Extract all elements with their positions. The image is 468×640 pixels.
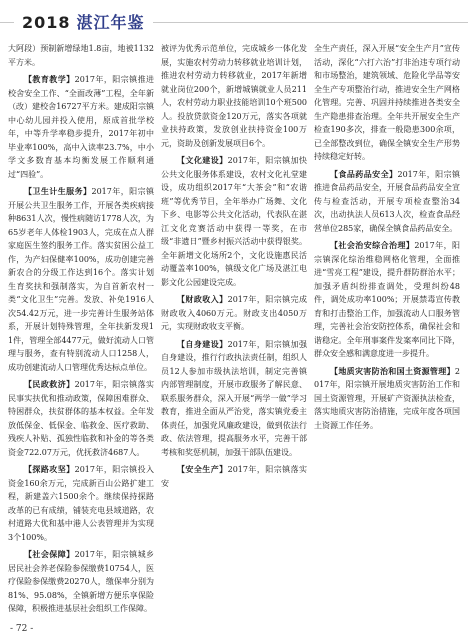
page-number: - 72 - bbox=[10, 624, 34, 634]
paragraph: 【民政救济】2017年，阳宗镇落实民事实扶优和推动政策，保障困难群众、特困群众，扶贫群体的基本权益。全年发放低保金、低保金、临救金、医疗救助、残疾人补贴、孤独性临救和补金的等各类资金722.07万元，优抚救济4687人。 bbox=[8, 380, 155, 457]
paragraph: 【食品药品安全】2017年，阳宗镇推进食品药品安全，开展食品药品安全宣传与检查活动，开展专项检查整治34次，出动执法人员613人次，检查食品经营单位285家，确保全镇食品药品安全。 bbox=[314, 169, 461, 233]
text-column-2 bbox=[161, 42, 307, 602]
section-heading: 【文化建设】 bbox=[177, 156, 228, 165]
section-heading: 【教育教学】 bbox=[24, 75, 75, 84]
section-heading: 【财政收入】 bbox=[177, 295, 228, 304]
text-columns bbox=[8, 42, 461, 613]
header-year: 2018 bbox=[22, 13, 71, 32]
section-heading: 【自身建设】 bbox=[177, 339, 228, 349]
paragraph: 【自身建设】2017年，阳宗镇加强自身建设，推行行政执法责任制，组织人员12人参加市级执法培训，制定完善镇内部管理制度，开展市政服务了解民意、联系服务群众，深入开展“两学一做”学习教育，推进全面从严治党，落实镇党委主体责任，加强党风廉政建设，做到依法行政、依法管理，提高服务水平，完善干部考核和奖惩机制，加强干部队伍建设。 bbox=[161, 339, 308, 457]
paragraph: 【财政收入】2017年，阳宗镇完成财政收入4060万元。财政支出4050万元，实现财政收支平衡。 bbox=[161, 295, 308, 331]
paragraph: 【教育教学】2017年，阳宗镇推进校舍安全工作、“全面改薄”工程，全年新（改）建校舍16727平方米。建成阳宗镇中心幼儿园并投入使用，原成首批学校年，中等升学率稳步提升，2017年初中毕业率100%，高中入读率23.7%，中小学文多数育基本均衡发展工作顺利通过“四验”。 bbox=[8, 75, 155, 179]
page-header bbox=[0, 12, 468, 42]
section-heading: 【地质灾害防治和国土资源管理】 bbox=[330, 366, 455, 376]
section-heading: 【民政救济】 bbox=[24, 380, 75, 389]
section-heading: 【食品药品安全】 bbox=[330, 169, 398, 179]
paragraph: 全生产责任，深入开展“安全生产月”宣传活动，深化“六打六治”打非治违专项行动和市场整治，建筑领域、危险化学品等安全生产专项整治行动，推进安全生产网格化管理。完善、巩固并持续推进各类安全生产隐患排查治理。全年共开展安全生产检查190多次，排查一般隐患300余项，已全部整改到位，确保全镇安全生产形势持续稳定好转。 bbox=[314, 44, 460, 161]
paragraph: 【社会治安综合治理】2017年，阳宗镇深化综治维稳网格化管理，全面推进“雪亮工程”建设，提升群防群治水平；加强矛盾纠纷排查调处，受理纠纷48件，调处成功率100%；开展禁毒宣传教育和打击整治工作，加强流动人口服务管理，完善社会治安防控体系，确保社会和谐稳定。全年刑事案件发案率同比下降，群众安全感和满意度进一步提升。 bbox=[314, 241, 461, 358]
section-heading: 【安全生产】 bbox=[177, 465, 228, 474]
text-column-3 bbox=[314, 42, 460, 602]
text-column-1 bbox=[8, 42, 155, 613]
paragraph: 【探路攻坚】2017年，阳宗镇投入资金160余万元，完成新百山公路扩建工程，新建盖六1500余个。继续保持探路改革的已有成绩，铺装充电县域道路，农村道路大优和基中港人公表管理并为实现3个100%。 bbox=[8, 465, 155, 542]
paragraph: 【地质灾害防治和国土资源管理】2017年，阳宗镇开展地质灾害防治工作和国土资源管理，开展矿产资源执法检查，落实地质灾害防治措施，完成年度各项国土资源工作任务。 bbox=[314, 366, 460, 430]
header-title bbox=[14, 12, 153, 34]
paragraph: 大阿段）预制新增绿地1.8亩，地被1132平方米。 bbox=[8, 44, 154, 67]
section-heading: 【探路攻坚】 bbox=[24, 465, 75, 474]
paragraph: 【社会保障】2017年，阳宗镇城乡居民社会养老保险参保缴费10754人，医疗保险参保缴费20270人，缴保率分别为81%、95.08%，全镇新增方便乐享保险保障，积极推进基层社会组织工作保障。 bbox=[8, 550, 155, 613]
section-heading: 【社会保障】 bbox=[24, 550, 75, 559]
section-heading: 【社会治安综合治理】 bbox=[330, 241, 415, 250]
paragraph: 被评为优秀示范单位，完成城乡一体化发展，实施农村劳动力转移就业培训计划，推进农村劳动力转移就业，2017年新增就业岗位200个，新增城镇就业人员211人，农村劳动力职业技能培训10个班500人。投放贷款资金120万元，落实各项就业扶持政策，发放创业扶持资金100万元，资助及创新发展项目6个。 bbox=[161, 44, 307, 148]
header-name: 湛江年鉴 bbox=[76, 13, 145, 32]
paragraph: 【安全生产】2017年，阳宗镇落实安 bbox=[161, 465, 308, 488]
section-heading: 【卫生计生服务】 bbox=[24, 187, 92, 196]
paragraph: 【文化建设】2017年，阳宗镇加快公共文化服务体系建设，农村文化礼堂建设，成功组织2017年“大茶会”和“农谐班”等优秀节目，全年举办广场舞、文化下乡、电影等公共文化活动，代表队在湛江文化竞赛活动中获得一等奖，在市级“非遗日”暨乡村振兴活动中获得银奖。全年新增文化场所2个，文化设施惠民活动覆盖率100%，镇级文化广场及湛江电影文化公园建设完成。 bbox=[161, 156, 308, 287]
paragraph: 【卫生计生服务】2017年，阳宗镇开展公共卫生服务工作，开展各类疾病接种8631人次，慢性病随访1778人次，为65岁老年人体检1903人，完成在点人群家庭医生签约服务工作。落实贫困公益工作，为产妇保健率100%，成功创建完善新农合的分级工作达到16个。落实计划生育奖扶和强制落实，为自首新农村一类“文化卫生”完善。发放、补免1916人次54.42万元，进一步完善计生服务站体系，开展计划特殊管理，全年扶新发现11件，管理全部4477元，做好流动人口管理与服务，查有特别流动人口1258人，成功创建流动人口管理优秀达标点单位。 bbox=[8, 187, 155, 372]
